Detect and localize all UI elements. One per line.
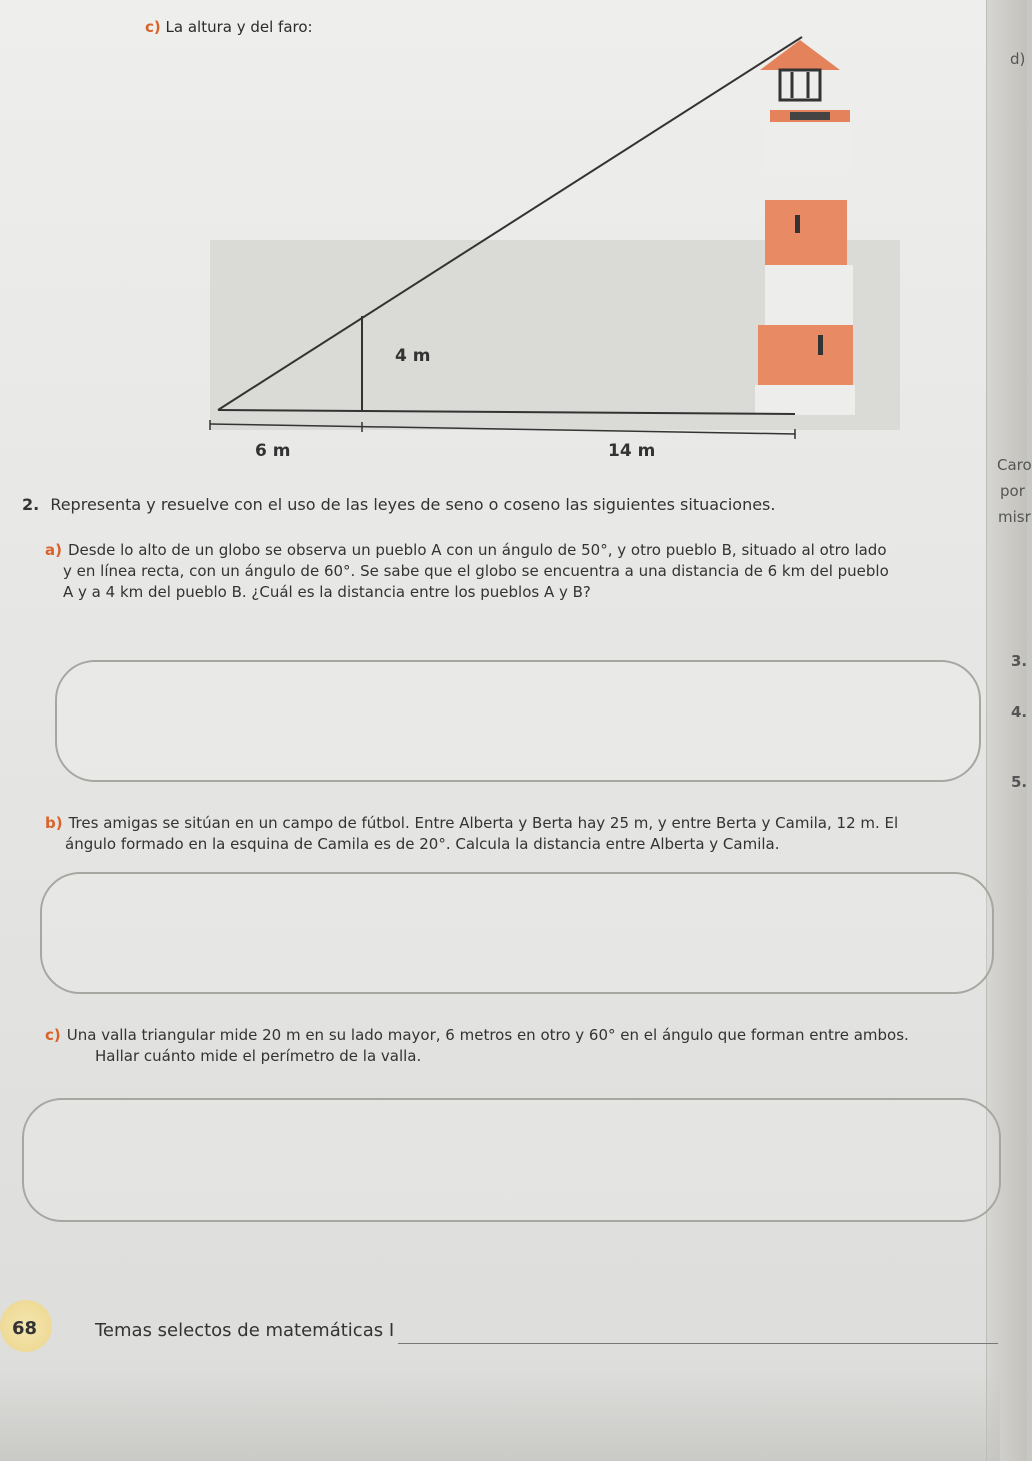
- ground-line: [218, 410, 795, 414]
- figure-title: La altura y del faro:: [165, 18, 313, 36]
- problem-c-line-1: Una valla triangular mide 20 m en su lado mayor, 6 metros en otro y 60° en el ángulo que forman entre ambos.: [66, 1026, 909, 1044]
- problem-a-line-3: A y a 4 km del pueblo B. ¿Cuál es la distancia entre los pueblos A y B?: [63, 583, 591, 601]
- answer-box-c[interactable]: [22, 1098, 1001, 1222]
- figure-letter: c): [145, 18, 161, 36]
- margin-word-3: misr: [998, 508, 1031, 526]
- problem-a-label: a): [45, 541, 62, 559]
- margin-d-label: d): [1010, 50, 1026, 68]
- label-14m: 14 m: [608, 441, 656, 461]
- margin-word-2: por: [1000, 482, 1025, 500]
- page-shadow: [0, 1370, 1000, 1461]
- problem-c-line-2: Hallar cuánto mide el perímetro de la valla.: [95, 1047, 422, 1065]
- label-4m: 4 m: [395, 346, 431, 366]
- problem-a-line-1: Desde lo alto de un globo se observa un pueblo A con un ángulo de 50°, y otro pueblo B, situado al otro lado: [67, 541, 887, 559]
- problem-c-label: c): [45, 1026, 61, 1044]
- section-heading: [22, 495, 775, 514]
- margin-item-4: 4.: [1011, 703, 1028, 721]
- book-title: Temas selectos de matemáticas I: [95, 1320, 395, 1341]
- margin-item-5: 5.: [1011, 773, 1028, 791]
- problem-b-label: b): [45, 814, 63, 832]
- answer-box-b[interactable]: [40, 872, 994, 994]
- triangle-diagram: [0, 0, 1000, 470]
- footer-rule: [398, 1343, 998, 1344]
- margin-item-3: 3.: [1011, 652, 1028, 670]
- dimension-line: [210, 424, 795, 434]
- problem-c: [45, 1025, 909, 1067]
- answer-box-a[interactable]: [55, 660, 981, 782]
- margin-word-1: Caro: [997, 456, 1032, 474]
- problem-b: [45, 813, 898, 855]
- problem-b-line-1: Tres amigas se sitúan en un campo de fútbol. Entre Alberta y Berta hay 25 m, y entre Berta y Camila, 12 m. El: [68, 814, 899, 832]
- section-title: Representa y resuelve con el uso de las leyes de seno o coseno las siguientes situaciones.: [50, 495, 776, 514]
- problem-b-line-2: ángulo formado en la esquina de Camila es de 20°. Calcula la distancia entre Alberta y Camila.: [65, 835, 780, 853]
- figure-caption: [145, 18, 313, 36]
- problem-a-line-2: y en línea recta, con un ángulo de 60°. Se sabe que el globo se encuentra a una distancia de 6 km del pueblo: [63, 562, 889, 580]
- problem-a: [45, 540, 889, 603]
- hypotenuse-line: [218, 37, 802, 410]
- section-number: 2.: [22, 495, 40, 514]
- label-6m: 6 m: [255, 441, 291, 461]
- page-number: 68: [12, 1318, 38, 1339]
